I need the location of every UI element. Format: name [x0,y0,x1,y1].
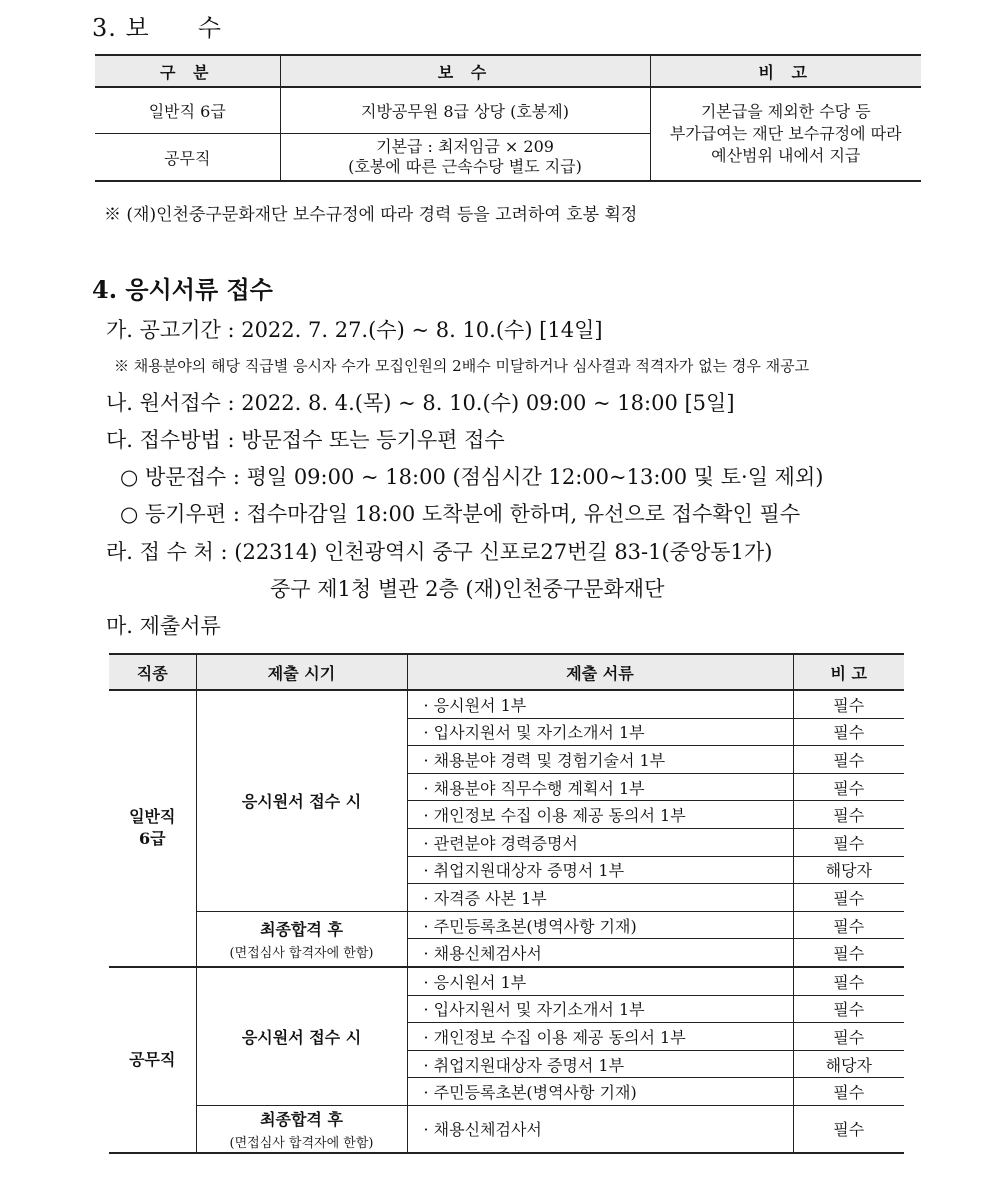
remark-line: 부가급여는 재단 보수규정에 따라 [669,124,902,143]
header-remark: 비 고 [650,55,921,87]
pay-cell: 지방공무원 8급 상당 (호봉제) [280,87,650,134]
remark-cell: 필수 [793,1023,904,1051]
remark-cell: 필수 [793,967,904,995]
remark-line: 예산범위 내에서 지급 [711,146,861,165]
remark-cell: 필수 [793,773,904,801]
remark-cell: 필수 [793,718,904,746]
timing-sublabel: (면접심사 합격자에 한함) [229,945,374,961]
remark-cell [650,87,921,181]
remark-line: 기본급을 제외한 수당 등 [700,102,871,121]
job-type-line: 일반직 [129,807,176,827]
remark-cell: 필수 [793,939,904,967]
pay-table [95,54,921,182]
remark-cell: 필수 [793,995,904,1023]
document-cell: · 취업지원대상자 증명서 1부 [407,856,793,884]
application-address-line2: 중구 제1청 별관 2층 (재)인천중구문화재단 [270,577,665,601]
timing-cell: 응시원서 접수 시 [196,690,407,911]
document-cell: · 응시원서 1부 [407,967,793,995]
remark-cell: 필수 [793,690,904,718]
pay-line: (호봉에 따른 근속수당 별도 지급) [348,157,582,176]
section-3-heading [92,8,222,43]
section-4-heading: 4. 응시서류 접수 [92,275,273,304]
remark-cell: 필수 [793,1078,904,1106]
remark-cell: 해당자 [793,1050,904,1078]
documents-table [109,653,904,1154]
document-cell: · 채용신체검사서 [407,939,793,967]
application-address: 라. 접 수 처 : (22314) 인천광역시 중구 신포로27번길 83-1(중앙동1가) [106,540,773,564]
document-cell: · 채용분야 경력 및 경험기술서 1부 [407,746,793,774]
table-row [109,967,904,995]
header-category: 구 분 [95,55,280,87]
application-period: 나. 원서접수 : 2022. 8. 4.(목) ~ 8. 10.(수) 09:00 ~ 18:00 [5일] [106,391,735,415]
job-type-cell: 공무직 [109,967,196,1153]
mail-application: ○ 등기우편 : 접수마감일 18:00 도착분에 한하며, 유선으로 접수확인 필수 [120,502,801,526]
remark-cell: 필수 [793,801,904,829]
job-type-line: 6급 [138,829,166,849]
timing-label: 최종합격 후 [260,1109,343,1129]
document-cell: · 입사지원서 및 자기소개서 1부 [407,718,793,746]
header-timing: 제출 시기 [196,654,407,690]
header-remark: 비 고 [793,654,904,690]
category-cell: 공무직 [95,134,280,182]
document-cell: · 주민등록초본(병역사항 기재) [407,911,793,939]
timing-cell [196,911,407,967]
remark-cell: 필수 [793,884,904,912]
remark-cell: 필수 [793,1105,904,1153]
remark-cell: 필수 [793,911,904,939]
header-job-type: 직종 [109,654,196,690]
pay-cell [280,134,650,182]
application-method: 다. 접수방법 : 방문접수 또는 등기우편 접수 [106,428,505,452]
table-row [109,690,904,718]
required-documents-heading: 마. 제출서류 [106,614,221,638]
header-documents: 제출 서류 [407,654,793,690]
document-cell: · 관련분야 경력증명서 [407,828,793,856]
table-row [109,1105,904,1153]
document-cell: · 주민등록초본(병역사항 기재) [407,1078,793,1106]
document-cell: · 입사지원서 및 자기소개서 1부 [407,995,793,1023]
pay-table-header [95,55,921,87]
visit-application: ○ 방문접수 : 평일 09:00 ~ 18:00 (점심시간 12:00~13:00 및 토·일 제외) [120,465,824,489]
documents-table-header [109,654,904,690]
document-cell: · 채용신체검사서 [407,1105,793,1153]
document-cell: · 취업지원대상자 증명서 1부 [407,1050,793,1078]
section-title-b: 수 [197,14,222,42]
table-row [109,911,904,939]
pay-note: ※ (재)인천중구문화재단 보수규정에 따라 경력 등을 고려하여 호봉 획정 [104,205,638,225]
remark-cell: 필수 [793,746,904,774]
header-pay: 보 수 [280,55,650,87]
pay-row [95,87,921,134]
remark-cell: 필수 [793,828,904,856]
timing-cell: 응시원서 접수 시 [196,967,407,1105]
category-cell: 일반직 6급 [95,87,280,134]
timing-cell [196,1105,407,1153]
timing-label: 최종합격 후 [260,919,343,939]
timing-sublabel: (면접심사 합격자에 한함) [229,1135,374,1151]
repost-note: ※ 채용분야의 해당 직급별 응시자 수가 모집인원의 2배수 미달하거나 심사결과 적격자가 없는 경우 재공고 [114,357,810,375]
pay-line: 기본급 : 최저임금 × 209 [376,137,554,156]
document-cell: · 응시원서 1부 [407,690,793,718]
section-title-a: 보 [125,14,150,42]
document-cell: · 채용분야 직무수행 계획서 1부 [407,773,793,801]
document-cell: · 개인정보 수집 이용 제공 동의서 1부 [407,1023,793,1051]
document-cell: · 자격증 사본 1부 [407,884,793,912]
section-number: 3. [92,14,117,42]
remark-cell: 해당자 [793,856,904,884]
document-cell: · 개인정보 수집 이용 제공 동의서 1부 [407,801,793,829]
job-type-cell [109,690,196,967]
posting-period: 가. 공고기간 : 2022. 7. 27.(수) ~ 8. 10.(수) [14일] [106,318,603,342]
